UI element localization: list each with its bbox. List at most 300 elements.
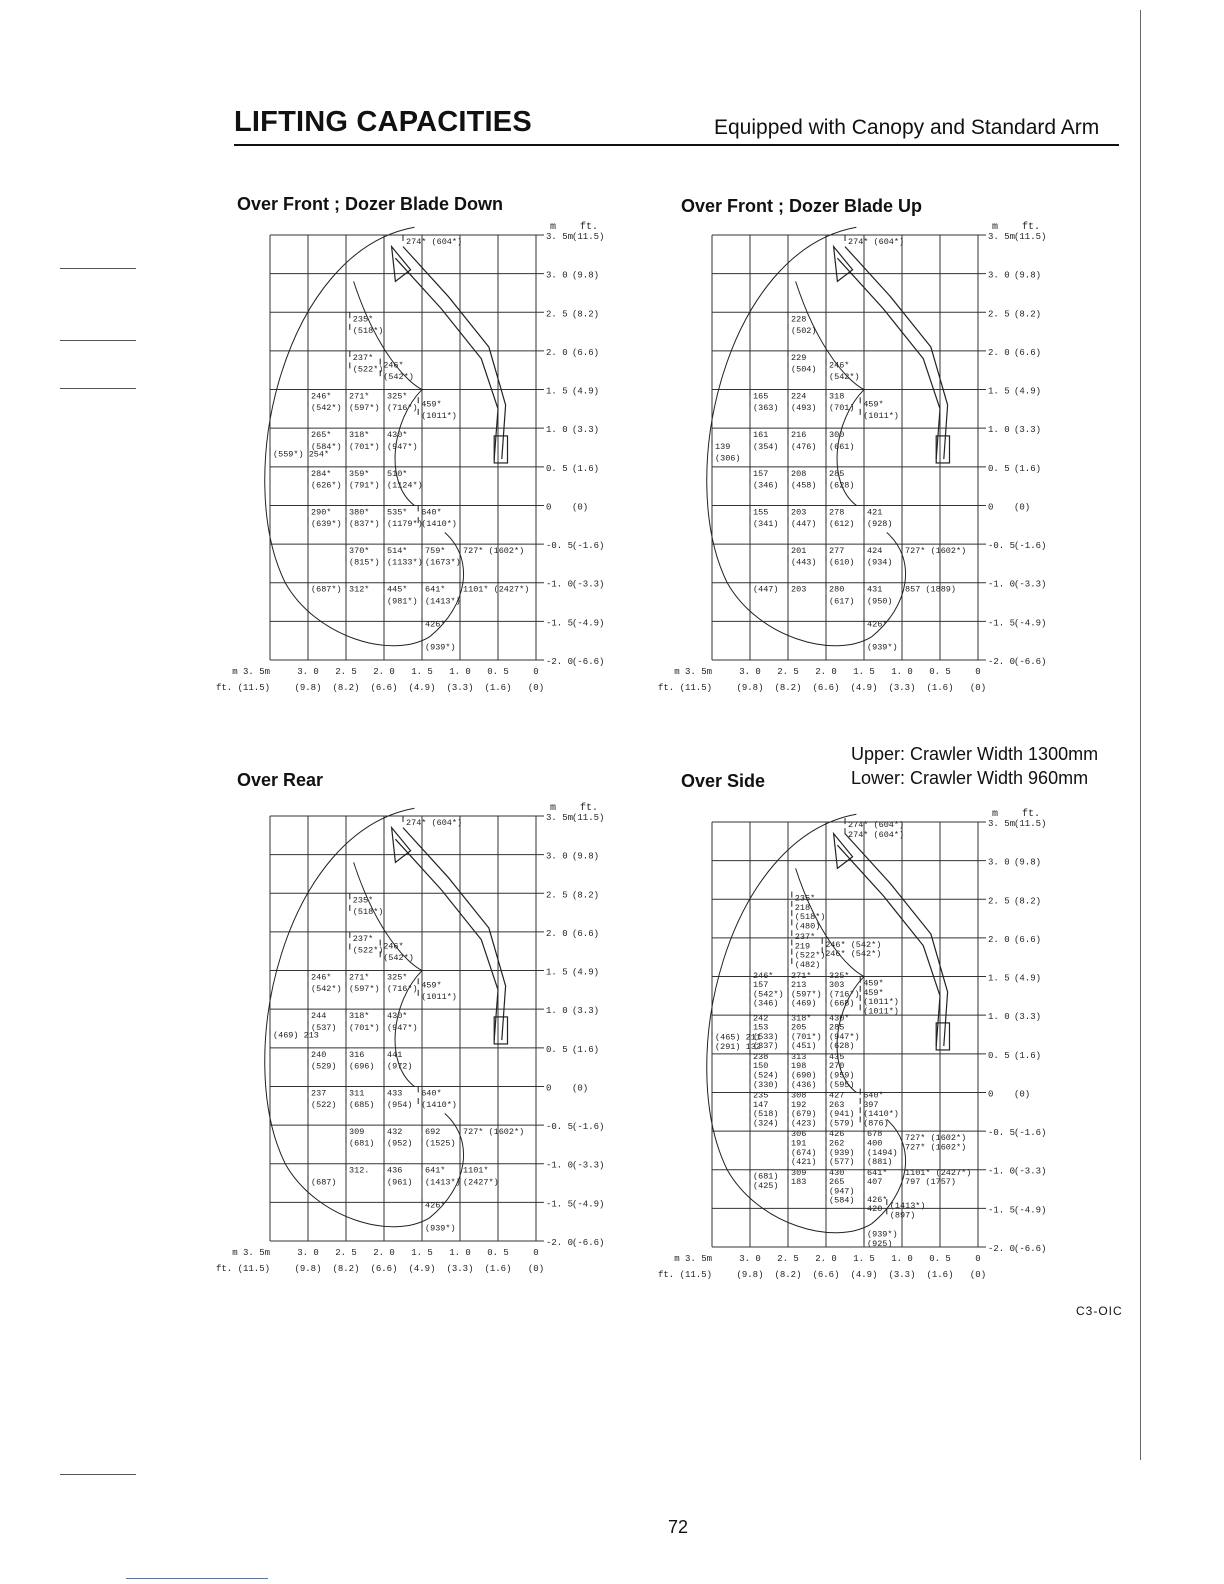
x-tick-label-ft: (1.6) (484, 683, 512, 693)
y-tick-label-m: 0. 5 (546, 1044, 568, 1055)
capacity-value: 285 (829, 1022, 845, 1033)
y-tick-label-m: -0. 5 (546, 541, 574, 552)
capacity-value: (518*) (352, 325, 384, 336)
y-tick-label-ft: (3.3) (1014, 1012, 1042, 1023)
capacity-value: 235* (352, 895, 374, 906)
y-tick-label-m: 1. 5 (546, 967, 568, 978)
capacity-value: 312* (349, 584, 370, 595)
y-tick-label-m: 3. 0 (546, 851, 568, 862)
capacity-value: (685) (349, 1100, 375, 1111)
y-tick-label-ft: (9.8) (572, 270, 600, 281)
x-tick-label-m: 3. 0 (297, 667, 319, 677)
x-tick-label-m: 0. 5 (929, 667, 951, 677)
capacity-value: (423) (791, 1118, 817, 1129)
capacity-value: 445* (387, 584, 408, 595)
capacity-value: 284* (311, 468, 332, 479)
capacity-value: 397 (863, 1099, 879, 1110)
capacity-value: 242 (753, 1013, 769, 1024)
chart-title-side: Over Side (681, 771, 766, 791)
y-tick-label-ft: (8.2) (1014, 896, 1042, 907)
x-tick-label-m: 2. 0 (815, 1254, 837, 1264)
capacity-value: 431 (867, 584, 883, 595)
capacity-value: 459* (863, 399, 884, 410)
capacity-value: 165 (753, 391, 769, 402)
x-tick-label-ft: (3.3) (888, 683, 916, 693)
x-tick-label-ft: (4.9) (408, 1264, 436, 1274)
capacity-value: (1410*) (421, 519, 457, 530)
y-tick-label-ft: (4.9) (1014, 973, 1042, 984)
capacity-value: (324) (753, 1118, 779, 1129)
capacity-value: (837*) (349, 519, 380, 530)
capacity-value: (1011*) (421, 991, 457, 1002)
y-tick-label-ft: (-3.3) (572, 1160, 605, 1171)
crawler-upper-note: Upper: Crawler Width 1300mm (851, 744, 1099, 764)
capacity-value: 183 (791, 1177, 807, 1188)
y-tick-label-ft: (-6.6) (572, 1238, 605, 1248)
y-tick-label-m: 0 (546, 502, 552, 513)
x-tick-label-m: 0 (533, 667, 539, 677)
y-tick-label-m: -1. 5 (546, 1199, 574, 1210)
capacity-value: (716*) (387, 403, 418, 414)
y-tick-label-ft: (0) (572, 502, 589, 513)
y-tick-label-m: 2. 5 (546, 309, 568, 320)
y-tick-label-m: -2. 0 (546, 657, 574, 667)
capacity-value: 157 (753, 980, 769, 991)
y-tick-label-ft: (0) (1014, 502, 1031, 513)
capacity-value: 153 (753, 1022, 769, 1033)
y-tick-label-m: 1. 5 (988, 973, 1010, 984)
capacity-value: (939*) (867, 1229, 898, 1240)
capacity-value: (584*) (311, 441, 342, 452)
y-tick-label-ft: (11.5) (572, 813, 605, 823)
capacity-value: 678 (867, 1129, 883, 1140)
capacity-value: (701) (829, 403, 855, 414)
capacity-value: (354) (753, 441, 779, 452)
boom-line (837, 258, 940, 459)
capacity-value: (465) 211 (715, 1032, 761, 1043)
y-tick-label-m: 0 (988, 1089, 994, 1100)
capacity-value: (1413*) (425, 1177, 461, 1188)
capacity-value: (947*) (387, 1022, 418, 1033)
capacity-value: 280 (829, 584, 845, 595)
x-tick-label-ft: (3.3) (888, 1270, 916, 1280)
capacity-value: (480) (794, 921, 821, 932)
y-tick-label-ft: (4.9) (1014, 386, 1042, 397)
y-tick-label-ft: (11.5) (572, 232, 605, 242)
capacity-value: 1101* (2427*) (463, 584, 530, 595)
capacity-value: (959) (829, 1070, 855, 1081)
capacity-value: (291) 132 (715, 1041, 761, 1052)
capacity-value: (701*) (349, 1022, 380, 1033)
x-tick-label-m: 1. 0 (891, 667, 913, 677)
margin-mark (60, 1474, 136, 1475)
capacity-value: 430* (387, 430, 408, 441)
capacity-value: 290* (311, 507, 332, 518)
capacity-value: 459* (863, 987, 884, 998)
capacity-value: 370* (349, 546, 370, 557)
x-tick-label-ft: (9.8) (736, 1270, 764, 1280)
capacity-value: (716*) (387, 984, 418, 995)
capacity-value: 246* (311, 972, 332, 983)
capacity-value: (941) (829, 1109, 855, 1120)
x-tick-label-ft: (0) (527, 683, 545, 693)
y-unit-ft: ft. (580, 222, 599, 233)
x-tick-label-ft: ft. (11.5) (657, 683, 712, 693)
crawler-lower-note: Lower: Crawler Width 960mm (851, 768, 1089, 788)
capacity-value: 306 (791, 1129, 807, 1140)
capacity-value: 727* (1602*) (905, 1133, 967, 1144)
y-tick-label-ft: (-1.6) (1014, 1128, 1047, 1139)
page-title: LIFTING CAPACITIES (234, 106, 532, 138)
capacity-value: 420 (867, 1204, 883, 1215)
y-tick-label-ft: (3.3) (572, 425, 600, 436)
capacity-value: 426 (829, 1129, 845, 1140)
capacity-value: (1133*) (387, 557, 423, 568)
capacity-value: (330) (753, 1079, 779, 1090)
y-tick-label-ft: (8.2) (572, 890, 600, 901)
capacity-value: 262 (829, 1138, 845, 1149)
y-unit-ft: ft. (1022, 222, 1041, 233)
y-unit-m: m (550, 803, 557, 814)
y-tick-label-m: 0 (546, 1083, 552, 1094)
capacity-value: (981*) (387, 596, 418, 607)
y-tick-label-ft: (-4.9) (1014, 1205, 1047, 1216)
capacity-value: (502) (791, 325, 817, 336)
capacity-value: (928) (867, 519, 893, 530)
capacity-value: 640* (421, 507, 442, 518)
capacity-value: (1011*) (863, 997, 899, 1008)
capacity-value: (674) (791, 1147, 817, 1158)
y-tick-label-ft: (0) (572, 1083, 589, 1094)
y-tick-label-ft: (-4.9) (572, 1199, 605, 1210)
capacity-value: 759* (425, 546, 446, 557)
margin-mark (60, 340, 136, 341)
lift-chart-front-blade-down (215, 215, 610, 705)
capacity-value: 535* (387, 507, 408, 518)
x-tick-label-ft: (1.6) (926, 1270, 954, 1280)
x-tick-label-m: 1. 0 (449, 667, 471, 677)
capacity-value: (1124*) (387, 480, 423, 491)
capacity-value: (597*) (349, 403, 380, 414)
page-number: 72 (668, 1517, 689, 1537)
x-tick-label-m: 0. 5 (487, 667, 509, 677)
capacity-value: 325* (387, 391, 408, 402)
y-tick-label-ft: (-6.6) (572, 657, 605, 667)
y-tick-label-ft: (6.6) (572, 928, 600, 939)
capacity-value: (2427*) (463, 1177, 499, 1188)
capacity-value: 424 (867, 546, 883, 557)
capacity-value: (542*) (383, 372, 414, 383)
capacity-value: 430 (829, 1167, 845, 1178)
capacity-value: 224 (791, 391, 807, 402)
capacity-value: 459* (421, 399, 442, 410)
capacity-value: 640* (421, 1088, 442, 1099)
y-tick-label-ft: (1.6) (1014, 1050, 1042, 1061)
capacity-value: 235* (352, 314, 374, 325)
y-tick-label-m: 1. 0 (988, 425, 1010, 436)
capacity-value: (518*) (352, 906, 384, 917)
x-tick-label-m: 2. 5 (335, 1248, 357, 1258)
capacity-value: (952) (387, 1138, 413, 1149)
x-tick-label-ft: (9.8) (294, 683, 322, 693)
capacity-value: 147 (753, 1099, 769, 1110)
y-tick-label-ft: (1.6) (572, 463, 600, 474)
capacity-value: 300 (829, 430, 845, 441)
y-tick-label-ft: (9.8) (1014, 857, 1042, 868)
y-tick-label-m: 1. 0 (546, 1006, 568, 1017)
capacity-value: (954) (387, 1100, 413, 1111)
y-unit-m: m (550, 222, 557, 233)
capacity-value: 433 (387, 1088, 403, 1099)
capacity-value: (542*) (311, 403, 342, 414)
y-tick-label-ft: (4.9) (572, 967, 600, 978)
capacity-value: 192 (791, 1099, 807, 1110)
x-tick-label-ft: (6.6) (812, 683, 840, 693)
arm-outline (834, 247, 950, 463)
capacity-value: (950) (867, 596, 893, 607)
capacity-value: (584) (829, 1195, 855, 1206)
link-underline (126, 1578, 268, 1579)
capacity-value: (661) (829, 441, 855, 452)
x-tick-label-ft: (4.9) (408, 683, 436, 693)
y-tick-label-ft: (9.8) (572, 851, 600, 862)
y-tick-label-m: 3. 5m (988, 232, 1016, 242)
capacity-value: 208 (791, 468, 807, 479)
capacity-value: (617) (829, 596, 855, 607)
capacity-value: 237* (794, 932, 816, 943)
y-tick-label-m: 3. 0 (546, 270, 568, 281)
capacity-value: 641* (867, 1167, 888, 1178)
x-tick-label-m: 2. 5 (777, 1254, 799, 1264)
capacity-value: 270 (829, 1061, 845, 1072)
capacity-value: 238 (753, 1051, 769, 1062)
capacity-value: (504) (791, 364, 817, 375)
capacity-value: (447) (791, 519, 817, 530)
y-tick-label-m: -1. 0 (546, 579, 574, 590)
capacity-value: (881) (867, 1157, 893, 1168)
y-tick-label-m: -1. 0 (988, 579, 1016, 590)
capacity-value: 213 (791, 980, 807, 991)
x-tick-label-ft: (9.8) (294, 1264, 322, 1274)
arm-outline (392, 247, 508, 463)
capacity-value: 430* (829, 1013, 850, 1024)
capacity-value: (469) 213 (273, 1030, 319, 1041)
boom-line (845, 247, 948, 460)
capacity-value: 325* (829, 970, 850, 981)
capacity-value: 797 (1757) (905, 1177, 957, 1188)
capacity-value: 219 (794, 941, 811, 952)
margin-mark (60, 388, 136, 389)
y-tick-label-m: -1. 0 (546, 1160, 574, 1171)
y-tick-label-m: -1. 5 (988, 1205, 1016, 1216)
x-tick-label-m: m 3. 5m (674, 667, 712, 677)
x-tick-label-ft: (1.6) (926, 683, 954, 693)
x-tick-label-ft: (1.6) (484, 1264, 512, 1274)
x-tick-label-ft: (0) (969, 683, 987, 693)
x-tick-label-ft: (8.2) (332, 683, 360, 693)
capacity-value: (1410*) (421, 1100, 457, 1111)
capacity-value: (815*) (349, 557, 380, 568)
capacity-value: 430* (387, 1011, 408, 1022)
capacity-value: 235 (753, 1090, 769, 1101)
y-tick-label-m: 2. 0 (546, 928, 568, 939)
capacity-value: (1011*) (863, 410, 899, 421)
capacity-value: 436 (387, 1165, 403, 1176)
capacity-value: 205 (791, 1022, 807, 1033)
x-tick-label-m: m 3. 5m (674, 1254, 712, 1264)
arm-outline (392, 828, 508, 1044)
capacity-value: (696) (349, 1061, 375, 1072)
capacity-value: (337) (753, 1041, 779, 1052)
capacity-value: (639*) (311, 519, 342, 530)
y-tick-label-m: -0. 5 (988, 1128, 1016, 1139)
capacity-value: (687*) (311, 584, 342, 595)
capacity-value: (716*) (829, 989, 860, 1000)
capacity-value: 274* (604*) (848, 820, 905, 831)
y-tick-label-ft: (0) (1014, 1089, 1031, 1100)
y-tick-label-m: 0. 5 (546, 463, 568, 474)
capacity-value: (542*) (383, 953, 414, 964)
y-tick-label-ft: (-6.6) (1014, 1244, 1047, 1254)
y-tick-label-m: -1. 5 (546, 618, 574, 629)
capacity-value: (542*) (829, 372, 860, 383)
capacity-value: (421) (791, 1157, 817, 1168)
capacity-value: (947*) (829, 1031, 860, 1042)
capacity-value: 198 (791, 1061, 807, 1072)
capacity-value: (687) (311, 1177, 337, 1188)
right-margin-rule (1140, 10, 1141, 1460)
capacity-value: 218 (794, 902, 811, 913)
capacity-value: (1410*) (863, 1109, 899, 1120)
capacity-value: 432 (387, 1127, 403, 1138)
y-tick-label-ft: (6.6) (1014, 347, 1042, 358)
capacity-value: (447) (753, 584, 779, 595)
y-tick-label-m: -0. 5 (988, 541, 1016, 552)
capacity-value: (341) (753, 519, 779, 530)
capacity-value: 150 (753, 1061, 769, 1072)
page-subtitle: Equipped with Canopy and Standard Arm (714, 116, 1100, 139)
capacity-value: 274* (604*) (406, 237, 463, 247)
capacity-value: (542*) (311, 984, 342, 995)
chart-title-front-down: Over Front ; Dozer Blade Down (237, 194, 504, 214)
y-tick-label-m: -2. 0 (988, 657, 1016, 667)
capacity-value: (679) (791, 1109, 817, 1120)
capacity-value: 407 (867, 1177, 883, 1188)
capacity-value: (597*) (349, 984, 380, 995)
capacity-value: (476) (791, 441, 817, 452)
capacity-value: 309 (349, 1127, 365, 1138)
capacity-value: 271* (349, 972, 370, 983)
capacity-value: 237 (311, 1088, 327, 1099)
capacity-value: (363) (753, 403, 779, 414)
y-tick-label-m: 0. 5 (988, 463, 1010, 474)
y-tick-label-m: 3. 5m (546, 813, 574, 823)
capacity-value: 380* (349, 507, 370, 518)
x-tick-label-m: 2. 0 (373, 1248, 395, 1258)
capacity-value: (542*) (753, 989, 784, 1000)
x-tick-label-m: 1. 0 (891, 1254, 913, 1264)
capacity-value: 692 (425, 1127, 441, 1138)
capacity-value: (701*) (349, 441, 380, 452)
y-tick-label-ft: (11.5) (1014, 232, 1047, 242)
y-tick-label-ft: (3.3) (572, 1006, 600, 1017)
capacity-value: 312. (349, 1165, 370, 1176)
capacity-value: 271* (349, 391, 370, 402)
y-tick-label-ft: (-1.6) (1014, 541, 1047, 552)
capacity-value: 421 (867, 507, 883, 518)
y-tick-label-m: 2. 0 (546, 347, 568, 358)
x-tick-label-ft: (0) (969, 1270, 987, 1280)
chart-title-front-up: Over Front ; Dozer Blade Up (681, 196, 923, 216)
capacity-value: (559*) 254* (273, 449, 330, 460)
y-tick-label-m: 3. 5m (988, 819, 1016, 829)
capacity-value: (579) (829, 1118, 855, 1129)
capacity-value: 263 (829, 1099, 845, 1110)
y-tick-label-ft: (-3.3) (1014, 579, 1047, 590)
capacity-value: 237* (352, 352, 374, 363)
capacity-value: 161 (753, 430, 769, 441)
capacity-value: (947*) (387, 441, 418, 452)
capacity-value: 246* (542*) (825, 939, 882, 950)
capacity-value: 514* (387, 546, 408, 557)
capacity-value: (524) (753, 1070, 779, 1081)
y-tick-label-m: 1. 5 (546, 386, 568, 397)
capacity-value: 155 (753, 507, 769, 518)
x-tick-label-ft: (8.2) (774, 1270, 802, 1280)
x-tick-label-m: 0 (975, 667, 981, 677)
capacity-value: (306) (715, 453, 741, 464)
y-tick-label-m: 0. 5 (988, 1050, 1010, 1061)
capacity-value: (537) (311, 1022, 337, 1033)
capacity-value: 318* (349, 430, 370, 441)
capacity-value: (934) (867, 557, 893, 568)
lift-chart-side (657, 802, 1052, 1292)
capacity-value: 727* (1602*) (463, 1127, 525, 1138)
x-tick-label-m: 1. 0 (449, 1248, 471, 1258)
capacity-value: (346) (753, 998, 779, 1009)
capacity-value: 274* (604*) (848, 237, 905, 247)
capacity-value: 303 (829, 980, 845, 991)
boom-line (403, 828, 506, 1041)
x-tick-label-m: 3. 0 (739, 1254, 761, 1264)
capacity-value: (947) (829, 1186, 855, 1197)
capacity-value: 285 (829, 468, 845, 479)
capacity-value: 441 (387, 1049, 403, 1060)
y-tick-label-ft: (-1.6) (572, 541, 605, 552)
capacity-value: 246* (383, 941, 404, 952)
document-code: C3-OIC (1076, 1304, 1123, 1318)
x-tick-label-m: 0. 5 (929, 1254, 951, 1264)
y-tick-label-m: -1. 5 (988, 618, 1016, 629)
capacity-value: (939*) (425, 642, 456, 653)
capacity-value: (443) (791, 557, 817, 568)
x-tick-label-ft: (6.6) (812, 1270, 840, 1280)
capacity-value: 857 (1889) (905, 584, 957, 595)
capacity-value: (595) (829, 1079, 855, 1090)
y-tick-label-m: -0. 5 (546, 1122, 574, 1133)
y-tick-label-ft: (8.2) (1014, 309, 1042, 320)
capacity-value: 427 (829, 1090, 845, 1101)
x-tick-label-m: 2. 0 (373, 667, 395, 677)
capacity-value: (518*) (794, 912, 826, 923)
y-tick-label-m: 3. 5m (546, 232, 574, 242)
capacity-value: 157 (753, 468, 769, 479)
y-tick-label-ft: (1.6) (572, 1044, 600, 1055)
x-tick-label-m: 2. 5 (777, 667, 799, 677)
capacity-value: (897) (889, 1210, 916, 1221)
capacity-value: 277 (829, 546, 845, 557)
y-tick-label-m: 2. 0 (988, 934, 1010, 945)
